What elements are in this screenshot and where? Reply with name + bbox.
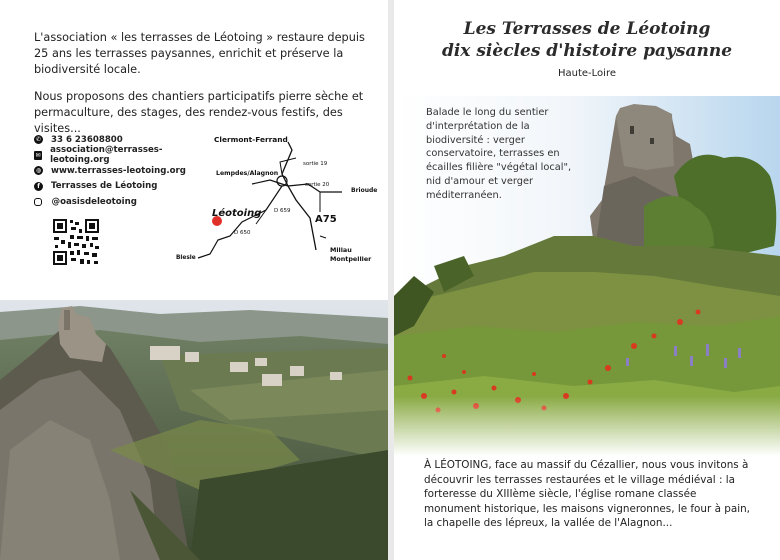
village-aerial-photo [0,300,388,560]
phone-icon: ✆ [35,136,42,144]
map-label-d650: D 650 [234,230,251,236]
map-label-sortie20: sortie 20 [305,182,330,188]
website-url: www.terrasses-leotoing.org [51,165,186,176]
phone-number: 33 6 23608800 [51,134,123,145]
globe-icon: ◍ [35,167,42,175]
map-label-d659: D 659 [274,208,291,214]
map-label-a75: A75 [315,214,337,225]
map-label-leotoing: Léotoing [212,208,262,219]
map-label-lempdes: Lempdes/Alagnon [216,170,279,177]
instagram-icon [34,198,42,206]
instagram-handle: @oasisdeleotoing [51,196,137,207]
visit-invitation-paragraph: À LÉOTOING, face au massif du Cézallier, nous vous invitons à découvrir les terrasses restaurées et le village médiéval : la forteresse du XIIIème siècle, l'église romane classée monument historique, les maisons vigneronnes, le four à pain, la chapelle des lépreux, la vallée de l'Alagnon... [424,459,750,530]
map-label-brioude: Brioude [351,187,378,194]
left-panel [0,0,388,560]
map-label-montpellier: Montpellier [330,255,372,263]
title-line-2: dix siècles d'histoire paysanne [441,41,733,61]
facebook-handle: Terrasses de Léotoing [51,181,158,192]
mail-icon: ✉ [35,151,41,159]
access-map [170,128,385,268]
facebook-icon: f [34,182,43,191]
email-address: association@terrasses-leotoing.org [50,145,163,166]
title-line-1: Les Terrasses de Léotoing [463,19,711,39]
trail-description: Balade le long du sentier d'interprétation de la biodiversité : verger conservatoire, terrasses en écailles filière "végétal local", nid d'amour et verger méditerranéen. [426,107,572,201]
region-label: Haute-Loire [557,68,616,79]
intro-paragraph: L'association « les terrasses de Léotoing » restaure depuis 25 ans les terrasses paysannes, enrichit et préserve la biodiversité locale. [34,31,365,76]
map-label-millau: Millau [330,246,352,254]
right-panel [394,0,780,560]
offer-paragraph: Nous proposons des chantiers participatifs pierre sèche et permaculture, des stages, des rendez-vous festifs, des visites... [34,90,364,135]
map-label-clermont: Clermont-Ferrand [214,135,288,144]
qr-code[interactable] [52,218,100,266]
map-label-blesle: Blesle [176,255,196,261]
map-label-sortie19: sortie 19 [303,161,328,167]
